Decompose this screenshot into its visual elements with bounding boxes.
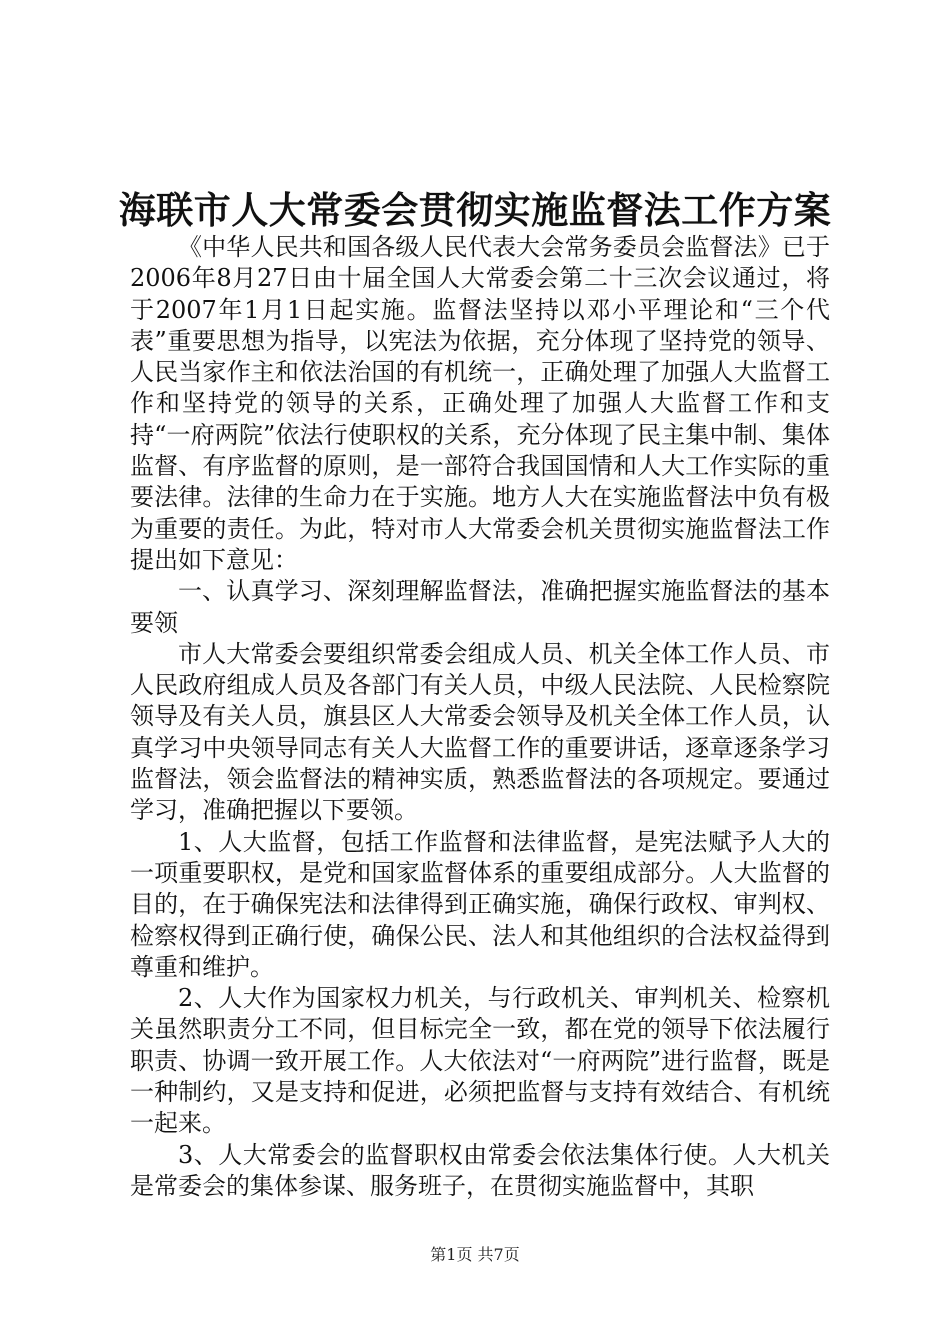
paragraph-study-plan: 市人大常委会要组织常委会组成人员、机关全体工作人员、市人民政府组成人员及各部门有关人员，中级人民法院、人民检察院领导及有关人员，旗县区人大常委会领导及机关全体工作人员，认真学习中央领导同志有关人大监督工作的重要讲话，逐章逐条学习监督法，领会监督法的精神实质，熟悉监督法的各项规定。要通过学习，准确把握以下要领。 [130, 639, 830, 825]
paragraph-point-1: 1、人大监督，包括工作监督和法律监督，是宪法赋予人大的一项重要职权，是党和国家监督体系的重要组成部分。人大监督的目的，在于确保宪法和法律得到正确实施，确保行政权、审判权、检察权得到正确行使，确保公民、法人和其他组织的合法权益得到尊重和维护。 [130, 827, 830, 981]
section-heading-1: 一、认真学习、深刻理解监督法，准确把握实施监督法的基本要领 [130, 577, 830, 637]
paragraph-intro: 《中华人民共和国各级人民代表大会常务委员会监督法》已于2006年8月27日由十届全国人大常委会第二十三次会议通过，将于2007年1月1日起实施。监督法坚持以邓小平理论和“三个代表”重要思想为指导，以宪法为依据，充分体现了坚持党的领导、人民当家作主和依法治国的有机统一，正确处理了加强人大监督工作和坚持党的领导的关系，正确处理了加强人大监督工作和支持“一府两院”依法行使职权的关系，充分体现了民主集中制、集体监督、有序监督的原则，是一部符合我国国情和人大工作实际的重要法律。法律的生命力在于实施。地方人大在实施监督法中负有极为重要的责任。为此，特对市人大常委会机关贯彻实施监督法工作提出如下意见： [130, 233, 830, 574]
paragraph-point-2: 2、人大作为国家权力机关，与行政机关、审判机关、检察机关虽然职责分工不同，但目标完全一致，都在党的领导下依法履行职责、协调一致开展工作。人大依法对“一府两院”进行监督，既是一种制约，又是支持和促进，必须把监督与支持有效结合、有机统一起来。 [130, 984, 830, 1138]
paragraph-point-3: 3、人大常委会的监督职权由常委会依法集体行使。人大机关是常委会的集体参谋、服务班子，在贯彻实施监督中，其职 [130, 1140, 830, 1200]
document-body [130, 232, 830, 1202]
document-title: 海联市人大常委会贯彻实施监督法工作方案 [118, 188, 832, 232]
page-footer: 第1页 共7页 [430, 1245, 520, 1264]
